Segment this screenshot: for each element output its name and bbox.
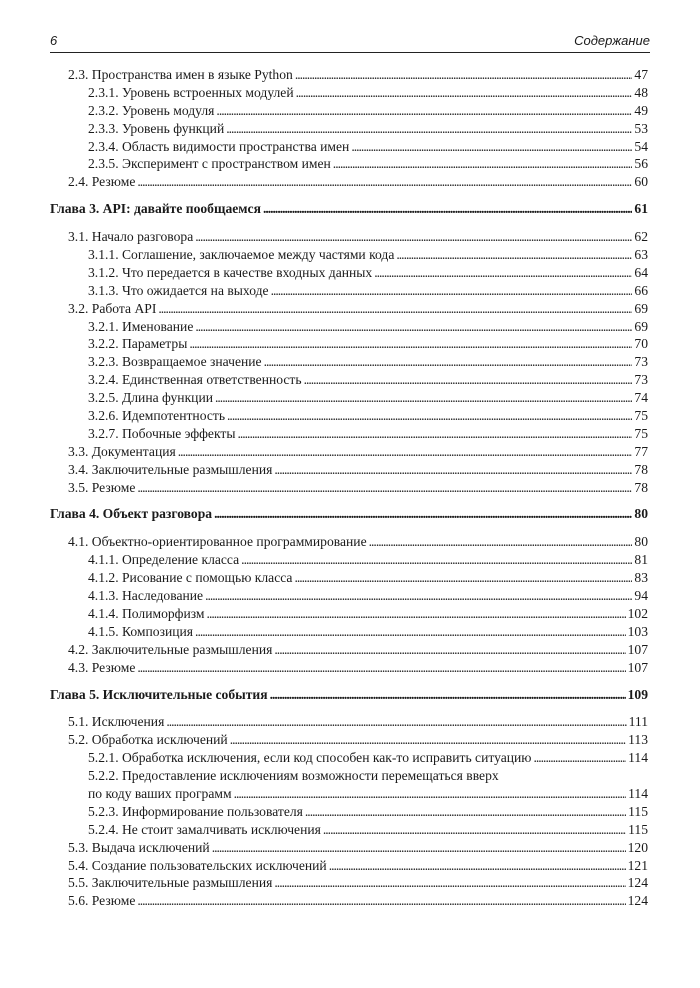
toc-entry[interactable] [50, 461, 648, 479]
toc-entry-title: 2.4. Резюме [68, 174, 136, 190]
toc-entry[interactable] [50, 120, 648, 138]
toc-entry-page: 63 [634, 247, 648, 263]
toc-entry-page: 120 [627, 839, 648, 855]
dot-leader [226, 120, 632, 138]
toc-entry-title: 5.3. Выдача исключений [68, 839, 210, 855]
toc-entry-title: 4.1.4. Полиморфизм [88, 605, 205, 621]
dot-leader [207, 605, 626, 623]
toc-entry[interactable] [50, 874, 648, 892]
toc-entry[interactable] [50, 389, 648, 407]
dot-leader [304, 371, 633, 389]
toc-entry[interactable] [50, 425, 648, 443]
toc-entry[interactable] [50, 443, 648, 461]
toc-entry-title: 3.1.3. Что ожидается на выходе [88, 282, 269, 298]
toc-entry-page: 115 [628, 821, 648, 837]
toc-entry[interactable] [50, 264, 648, 282]
toc-entry[interactable] [50, 318, 648, 336]
dot-leader [533, 749, 626, 767]
toc-entry-page: 94 [634, 588, 648, 604]
toc-entry-page: 103 [627, 623, 648, 639]
toc-entry-page: 111 [628, 714, 648, 730]
dot-leader [296, 84, 633, 102]
toc-entry[interactable] [50, 857, 648, 875]
toc-entry[interactable] [50, 569, 648, 587]
toc-entry-page: 114 [628, 785, 648, 801]
toc-entry-title: 5.5. Заключительные размышления [68, 875, 273, 891]
dot-leader [137, 659, 625, 677]
toc-entry-page: 77 [634, 443, 648, 459]
toc-entry-title: 4.2. Заключительные размышления [68, 641, 273, 657]
dot-leader [195, 228, 632, 246]
dot-leader [205, 587, 632, 605]
toc-entry-title: 3.2.5. Длина функции [88, 390, 213, 406]
dot-leader [237, 425, 632, 443]
toc-entry[interactable] [50, 66, 648, 84]
toc-entry-page: 53 [634, 120, 648, 136]
dot-leader [274, 461, 632, 479]
dot-leader [137, 173, 632, 191]
toc-entry-title: 5.6. Резюме [68, 893, 136, 909]
toc-entry[interactable] [50, 587, 648, 605]
dot-leader [166, 713, 626, 731]
toc-entry[interactable] [50, 785, 648, 803]
toc-entry-title: 2.3.3. Уровень функций [88, 120, 225, 136]
toc-entry[interactable] [50, 839, 648, 857]
dot-leader [351, 138, 632, 156]
dot-leader [241, 551, 632, 569]
toc-entry-title: 2.3.5. Эксперимент с пространством имен [88, 156, 331, 172]
toc-entry-title: 3.2.7. Побочные эффекты [88, 425, 236, 441]
toc-entry[interactable] [50, 155, 648, 173]
toc-entry-title: 4.1.3. Наследование [88, 588, 204, 604]
toc-entry[interactable] [50, 641, 648, 659]
toc-entry[interactable] [50, 803, 648, 821]
toc-entry-page: 75 [634, 425, 648, 441]
dot-leader [333, 155, 633, 173]
toc-entry-title: 3.2.1. Именование [88, 318, 194, 334]
toc-entry-title: 4.3. Резюме [68, 659, 136, 675]
toc-entry-title: 5.2.2. Предоставление исключениям возможности перемещаться вверх [88, 768, 499, 784]
page-number: 6 [50, 33, 58, 48]
toc-entry-page: 56 [634, 156, 648, 172]
toc-entry-page: 107 [627, 641, 648, 657]
toc-entry-page: 73 [634, 354, 648, 370]
toc-entry-title: 3.2.6. Идемпотентность [88, 408, 226, 424]
toc-entry-title: 4.1.5. Композиция [88, 623, 194, 639]
toc-entry-title: 3.1.1. Соглашение, заключаемое между частями кода [88, 247, 395, 263]
toc-entry-title: 2.3.4. Область видимости пространства имен [88, 138, 350, 154]
toc-entry-page: 64 [634, 264, 648, 280]
toc-entry[interactable] [50, 892, 648, 910]
toc-entry-page: 107 [627, 659, 648, 675]
dot-leader [264, 353, 633, 371]
toc-entry-title: 4.1.1. Определение класса [88, 552, 240, 568]
toc-entry-title: 3.2.4. Единственная ответственность [88, 372, 302, 388]
toc-entry-page: 69 [634, 318, 648, 334]
toc-entry[interactable] [50, 173, 648, 191]
toc-entry-title: Глава 4. Объект разговора [50, 506, 213, 522]
toc-entry-page: 69 [634, 300, 648, 316]
toc-entry[interactable] [50, 749, 648, 767]
toc-entry-title: 3.3. Документация [68, 443, 176, 459]
toc-entry-title: 3.1.2. Что передается в качестве входных данных [88, 264, 373, 280]
dot-leader [294, 569, 632, 587]
toc-entry-page: 83 [634, 570, 648, 586]
toc-entry[interactable] [50, 138, 648, 156]
toc-entry[interactable] [50, 282, 648, 300]
toc-entry-title: 2.3.1. Уровень встроенных модулей [88, 84, 294, 100]
toc-entry[interactable] [50, 821, 648, 839]
dot-leader [189, 335, 632, 353]
toc-entry-page: 81 [634, 552, 648, 568]
dot-leader [263, 200, 632, 218]
dot-leader [234, 785, 627, 803]
toc-entry[interactable] [50, 300, 648, 318]
toc-entry-page: 48 [634, 84, 648, 100]
toc-entry-page: 73 [634, 372, 648, 388]
dot-leader [214, 505, 632, 523]
dot-leader [396, 246, 632, 264]
dot-leader [158, 300, 632, 318]
dot-leader [323, 821, 626, 839]
toc-entry-title: 2.3. Пространства имен в языке Python [68, 67, 293, 82]
dot-leader [305, 803, 626, 821]
dot-leader [274, 641, 625, 659]
toc-entry-title: 3.4. Заключительные размышления [68, 461, 273, 477]
toc-entry[interactable] [50, 731, 648, 749]
running-header [50, 30, 650, 53]
dot-leader [195, 318, 632, 336]
toc-entry[interactable] [50, 623, 648, 641]
toc-entry-page: 78 [634, 461, 648, 477]
toc-entry-page: 74 [634, 390, 648, 406]
toc-entry[interactable] [50, 102, 648, 120]
toc-entry-page: 78 [634, 479, 648, 495]
toc-chapter-entry[interactable] [50, 686, 648, 704]
dot-leader [374, 264, 632, 282]
toc-chapter-entry[interactable] [50, 505, 648, 523]
toc-entry-title: 3.2. Работа API [68, 300, 157, 316]
toc-entry-title: Глава 5. Исключительные события [50, 686, 268, 702]
toc-entry-title: 5.4. Создание пользовательских исключений [68, 857, 327, 873]
toc-entry[interactable] [50, 407, 648, 425]
dot-leader [270, 686, 626, 704]
toc-entry[interactable] [50, 228, 648, 246]
toc-entry-title: 5.2.4. Не стоит замалчивать исключения [88, 821, 321, 837]
dot-leader [295, 66, 633, 84]
dot-leader [195, 623, 626, 641]
toc-entry[interactable] [50, 353, 648, 371]
toc-entry[interactable] [50, 659, 648, 677]
toc-entry[interactable] [50, 605, 648, 623]
toc-entry[interactable] [50, 479, 648, 497]
dot-leader [230, 731, 626, 749]
toc-entry-page: 54 [634, 138, 648, 154]
toc-entry[interactable] [50, 371, 648, 389]
toc-entry-page: 109 [627, 686, 648, 702]
toc-entry-page: 66 [634, 282, 648, 298]
dot-leader [215, 389, 632, 407]
dot-leader [369, 533, 633, 551]
toc-entry-title: 5.2. Обработка исключений [68, 732, 228, 748]
toc-entry-page: 49 [634, 102, 648, 118]
toc-entry-page: 121 [627, 857, 648, 873]
toc-entry-page: 124 [627, 875, 648, 891]
dot-leader [329, 857, 626, 875]
dot-leader [137, 892, 625, 910]
toc-entry-title: по коду ваших программ [88, 785, 232, 801]
toc-entry-page: 47 [634, 67, 648, 82]
dot-leader [274, 874, 625, 892]
toc-entry-page: 80 [634, 534, 648, 550]
toc-entry-page: 114 [628, 750, 648, 766]
toc-entry-title: 3.2.3. Возвращаемое значение [88, 354, 262, 370]
dot-leader [137, 479, 632, 497]
toc-entry-title: 4.1. Объектно-ориентированное программирование [68, 534, 367, 550]
dot-leader [216, 102, 632, 120]
toc-entry-page: 102 [627, 605, 648, 621]
toc-entry-title: 5.1. Исключения [68, 714, 165, 730]
toc-entry-page: 61 [634, 201, 648, 217]
toc-entry-title: 3.2.2. Параметры [88, 336, 188, 352]
toc-entry-page: 70 [634, 336, 648, 352]
toc-entry[interactable] [50, 533, 648, 551]
toc-entry-title: 3.5. Резюме [68, 479, 136, 495]
toc-entry-page: 60 [634, 174, 648, 190]
toc-entry-page: 115 [628, 803, 648, 819]
toc-entry[interactable] [50, 551, 648, 569]
running-title: Содержание [574, 33, 650, 48]
toc-entry[interactable] [50, 335, 648, 353]
toc-entry-page: 113 [628, 732, 648, 748]
toc-entry-page: 80 [634, 506, 648, 522]
toc-entry-title: Глава 3. API: давайте пообщаемся [50, 201, 261, 217]
toc-entry[interactable] [50, 246, 648, 264]
toc-entry-title: 5.2.1. Обработка исключения, если код способен как-то исправить ситуацию [88, 750, 532, 766]
dot-leader [178, 443, 633, 461]
toc-entry-page: 62 [634, 229, 648, 245]
toc-entry-title: 4.1.2. Рисование с помощью класса [88, 570, 293, 586]
toc-entry[interactable] [50, 767, 648, 785]
table-of-contents [50, 66, 648, 910]
dot-leader [212, 839, 626, 857]
toc-entry[interactable] [50, 713, 648, 731]
toc-entry[interactable] [50, 84, 648, 102]
dot-leader [227, 407, 632, 425]
toc-entry-title: 5.2.3. Информирование пользователя [88, 803, 303, 819]
toc-entry-title: 3.1. Начало разговора [68, 229, 194, 245]
toc-entry-title: 2.3.2. Уровень модуля [88, 102, 215, 118]
toc-entry-page: 124 [627, 893, 648, 909]
dot-leader [271, 282, 633, 300]
toc-chapter-entry[interactable] [50, 200, 648, 218]
toc-entry-page: 75 [634, 408, 648, 424]
